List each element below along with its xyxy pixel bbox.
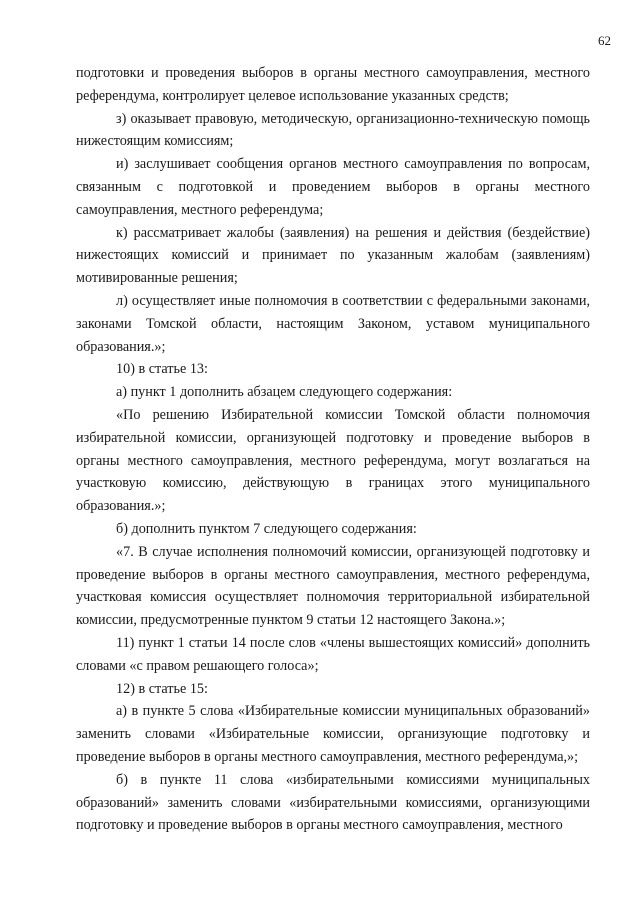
page-number: 62 [598, 33, 611, 48]
paragraph: а) пункт 1 дополнить абзацем следующего содержания: [116, 384, 453, 401]
paragraph: к) рассматривает жалобы (заявления) на решения и действия (бездействие) нижестоящих комиссий и принимает по указанным жалобам (заявлениям) мотивированные решения; [76, 224, 590, 287]
paragraph: «7. В случае исполнения полномочий комиссии, организующей подготовку и проведение выборов в органы местного самоуправления, местного референдума, участковая комиссия осуществляет полномочия территориальной избирательной комиссии, предусмотренные пунктом 9 статьи 12 настоящего Закона.»; [76, 543, 590, 629]
document-body [76, 62, 590, 837]
paragraph: б) в пункте 11 слова «избирательными комиссиями муниципальных образований» заменить словами «избирательными комиссиями, организующими подготовку и проведение выборов в органы местного самоуправления, местного [76, 771, 590, 834]
paragraph: л) осуществляет иные полномочия в соответствии с федеральными законами, законами Томской области, настоящим Законом, уставом муниципального образования.»; [76, 292, 590, 355]
paragraph: 11) пункт 1 статьи 14 после слов «члены вышестоящих комиссий» дополнить словами «с правом решающего голоса»; [76, 634, 590, 674]
paragraph: 12) в статье 15: [116, 680, 208, 697]
paragraph: и) заслушивает сообщения органов местного самоуправления по вопросам, связанным с подготовкой и проведением выборов в органы местного самоуправления, местного референдума; [76, 156, 590, 218]
paragraph: «По решению Избирательной комиссии Томской области полномочия избирательной комиссии, организующей подготовку и проведение выборов в органы местного самоуправления, местного референдума, могут возлагаться на участковую комиссию, действующую в границах этого муниципального образования.»; [76, 406, 590, 515]
paragraph: а) в пункте 5 слова «Избирательные комиссии муниципальных образований» заменить словами «Избирательные комиссии, организующие подготовку и проведение выборов в органы местного самоуправления, местного референдума,»; [76, 703, 590, 765]
paragraph: 10) в статье 13: [116, 361, 208, 378]
paragraph: подготовки и проведения выборов в органы местного самоуправления, местного референдума, контролирует целевое использование указанных средств; [76, 65, 590, 104]
paragraph: б) дополнить пунктом 7 следующего содержания: [116, 520, 417, 537]
paragraph: з) оказывает правовую, методическую, организационно-техническую помощь нижестоящим комиссиям; [76, 110, 590, 150]
